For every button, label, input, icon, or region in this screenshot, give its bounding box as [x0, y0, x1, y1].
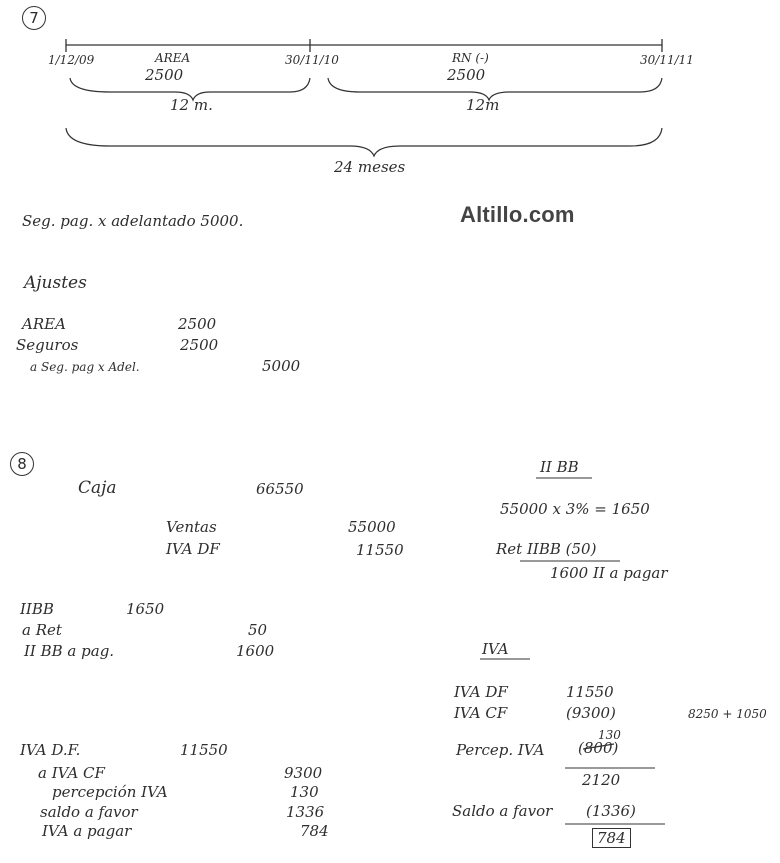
timeline-right-value: 2500 — [447, 66, 486, 84]
iibb-pagar-credit: 1600 — [236, 642, 275, 660]
timeline-right-span: 12m — [466, 96, 500, 114]
ajustes-account: a Seg. pag x Adel. — [30, 360, 140, 374]
ajustes-title: Ajustes — [24, 273, 87, 293]
ventas-account: Ventas — [166, 518, 217, 536]
ajustes-account: AREA — [22, 315, 66, 333]
ret-account: a Ret — [22, 621, 62, 639]
iva-entry-account: a IVA CF — [38, 764, 105, 782]
iva-calc-value: 11550 — [566, 683, 614, 701]
ret-credit: 50 — [248, 621, 268, 639]
iibb-calc-line3: 1600 II a pagar — [550, 564, 668, 582]
ventas-credit: 55000 — [348, 518, 396, 536]
altillo-watermark: Altillo.com — [460, 202, 575, 227]
iva-calc-value: (9300) — [566, 704, 616, 722]
iva-df-credit: 11550 — [356, 541, 404, 559]
iva-entry-account: IVA D.F. — [20, 741, 81, 759]
timeline-left-span: 12 m. — [170, 96, 213, 114]
timeline-start-date: 1/12/09 — [48, 53, 95, 67]
percep-value: (800) — [578, 739, 619, 757]
ajustes-credit: 5000 — [262, 357, 301, 375]
iva-calc-label: IVA DF — [454, 683, 508, 701]
iva-entry-credit: 9300 — [284, 764, 323, 782]
timeline-left-value: 2500 — [145, 66, 184, 84]
iibb-calc-title: II BB — [540, 458, 579, 476]
iibb-calc-line2: Ret IIBB (50) — [496, 540, 597, 558]
ajustes-account: Seguros — [16, 336, 79, 354]
timeline-left-label: AREA — [155, 51, 191, 65]
exercise-number-8: 8 — [10, 452, 34, 476]
iva-entry-credit: 130 — [290, 783, 319, 801]
iva-subtotal: 2120 — [582, 771, 621, 789]
iva-cf-note: 8250 + 1050 — [688, 707, 767, 721]
iva-entry-debit: 11550 — [180, 741, 228, 759]
iibb-pagar-account: II BB a pag. — [24, 642, 115, 660]
percep-correction: 130 — [598, 728, 621, 742]
timeline-mid-date: 30/11/10 — [285, 53, 339, 67]
iva-entry-credit: 1336 — [286, 803, 325, 821]
timeline-right-label: RN (-) — [452, 51, 489, 65]
saldo-favor-value: (1336) — [586, 802, 636, 820]
ajustes-debit: 2500 — [180, 336, 219, 354]
percep-label: Percep. IVA — [456, 741, 545, 759]
iva-calc-title: IVA — [482, 640, 509, 658]
iva-entry-account: percepción IVA — [52, 783, 168, 801]
timeline-total-span: 24 meses — [334, 158, 406, 176]
iva-entry-account: IVA a pagar — [42, 822, 132, 840]
iibb-calc-line1: 55000 x 3% = 1650 — [500, 500, 650, 518]
iibb-debit: 1650 — [126, 600, 165, 618]
iva-df-account: IVA DF — [166, 540, 220, 558]
iva-result-box: 784 — [592, 828, 631, 848]
caja-debit: 66550 — [256, 480, 304, 498]
saldo-favor-label: Saldo a favor — [452, 802, 553, 820]
iva-calc-label: IVA CF — [454, 704, 508, 722]
timeline-end-date: 30/11/11 — [640, 53, 694, 67]
iibb-account: IIBB — [20, 600, 54, 618]
iva-entry-credit: 784 — [300, 822, 329, 840]
seguro-line: Seg. pag. x adelantado 5000. — [22, 212, 244, 230]
iva-entry-account: saldo a favor — [40, 803, 138, 821]
caja-account: Caja — [78, 478, 117, 498]
exercise-number-7: 7 — [22, 6, 46, 30]
ajustes-debit: 2500 — [178, 315, 217, 333]
